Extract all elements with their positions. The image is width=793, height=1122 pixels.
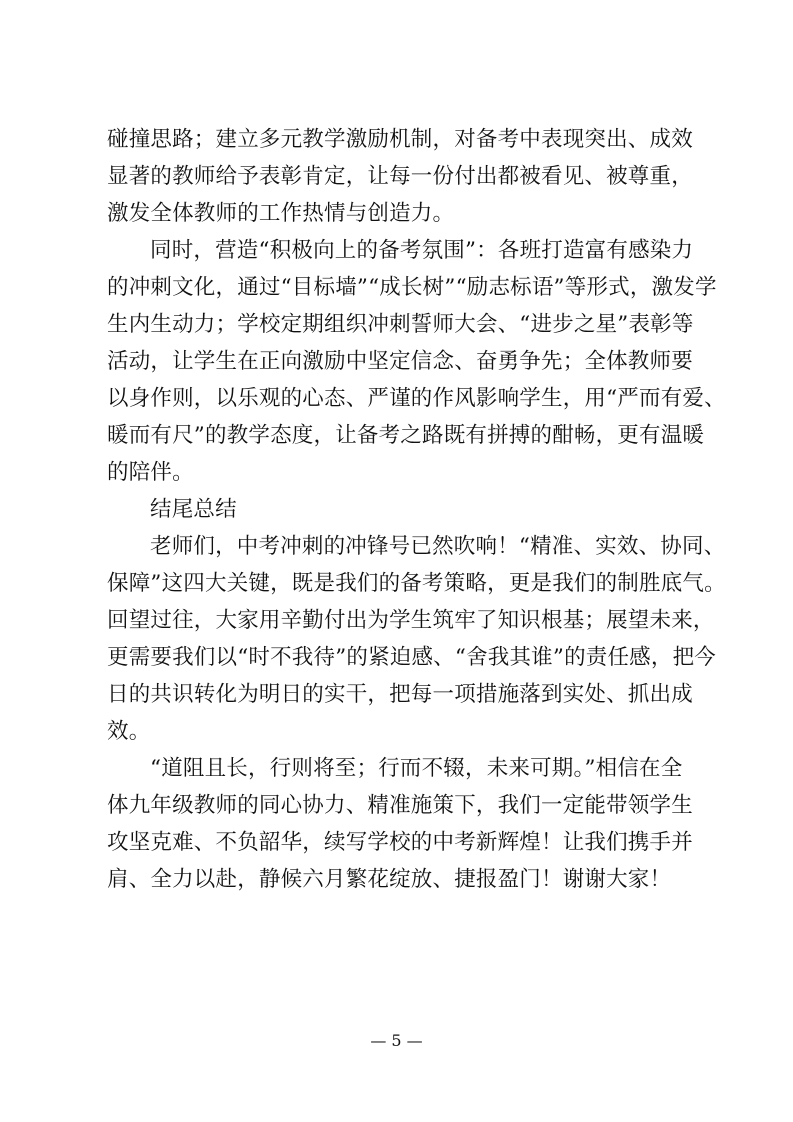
paragraph-line: 效。 — [107, 719, 151, 744]
paragraph-line: 暖而有尺”的教学态度，让备考之路既有拼搏的酣畅，更有温暖 — [107, 423, 705, 448]
paragraph-line: 更需要我们以“时不我待”的紧迫感、“舍我其谁”的责任感，把今 — [107, 645, 716, 670]
paragraph-line: 生内生动力；学校定期组织冲刺誓师大会、“进步之星”表彰等 — [107, 312, 694, 337]
page-number: — 5 — — [370, 1031, 423, 1050]
paragraph-line: 回望过往，大家用辛勤付出为学生筑牢了知识根基；展望未来， — [107, 608, 715, 633]
paragraph-line: 碰撞思路；建立多元教学激励机制，对备考中表现突出、成效 — [107, 127, 693, 152]
paragraph-line: 的陪伴。 — [107, 460, 194, 485]
paragraph-line: 显著的教师给予表彰肯定，让每一份付出都被看见、被尊重， — [107, 164, 693, 189]
paragraph-line: “道阻且长，行则将至；行而不辍，未来可期。”相信在全 — [150, 756, 683, 781]
paragraph-line: 以身作则，以乐观的心态、严谨的作风影响学生，用“严而有爱、 — [107, 386, 726, 411]
paragraph-line: 同时，营造“积极向上的备考氛围”：各班打造富有感染力 — [150, 238, 694, 263]
section-heading: 结尾总结 — [150, 497, 237, 522]
paragraph-line: 保障”这四大关键，既是我们的备考策略，更是我们的制胜底气。 — [107, 571, 726, 596]
paragraph-line: 的冲刺文化，通过“目标墙”“成长树”“励志标语”等形式，激发学 — [107, 275, 717, 300]
paragraph-line: 攻坚克难、不负韶华，续写学校的中考新辉煌！让我们携手并 — [107, 830, 693, 855]
paragraph-line: 老师们，中考冲刺的冲锋号已然吹响！“精准、实效、协同、 — [150, 534, 726, 559]
paragraph-line: 日的共识转化为明日的实干，把每一项措施落到实处、抓出成 — [107, 682, 693, 707]
paragraph-line: 肩、全力以赴，静候六月繁花绽放、捷报盈门！谢谢大家！ — [107, 867, 672, 892]
paragraph-line: 活动，让学生在正向激励中坚定信念、奋勇争先；全体教师要 — [107, 349, 693, 374]
paragraph-line: 激发全体教师的工作热情与创造力。 — [107, 201, 455, 226]
paragraph-line: 体九年级教师的同心协力、精准施策下，我们一定能带领学生 — [107, 793, 693, 818]
